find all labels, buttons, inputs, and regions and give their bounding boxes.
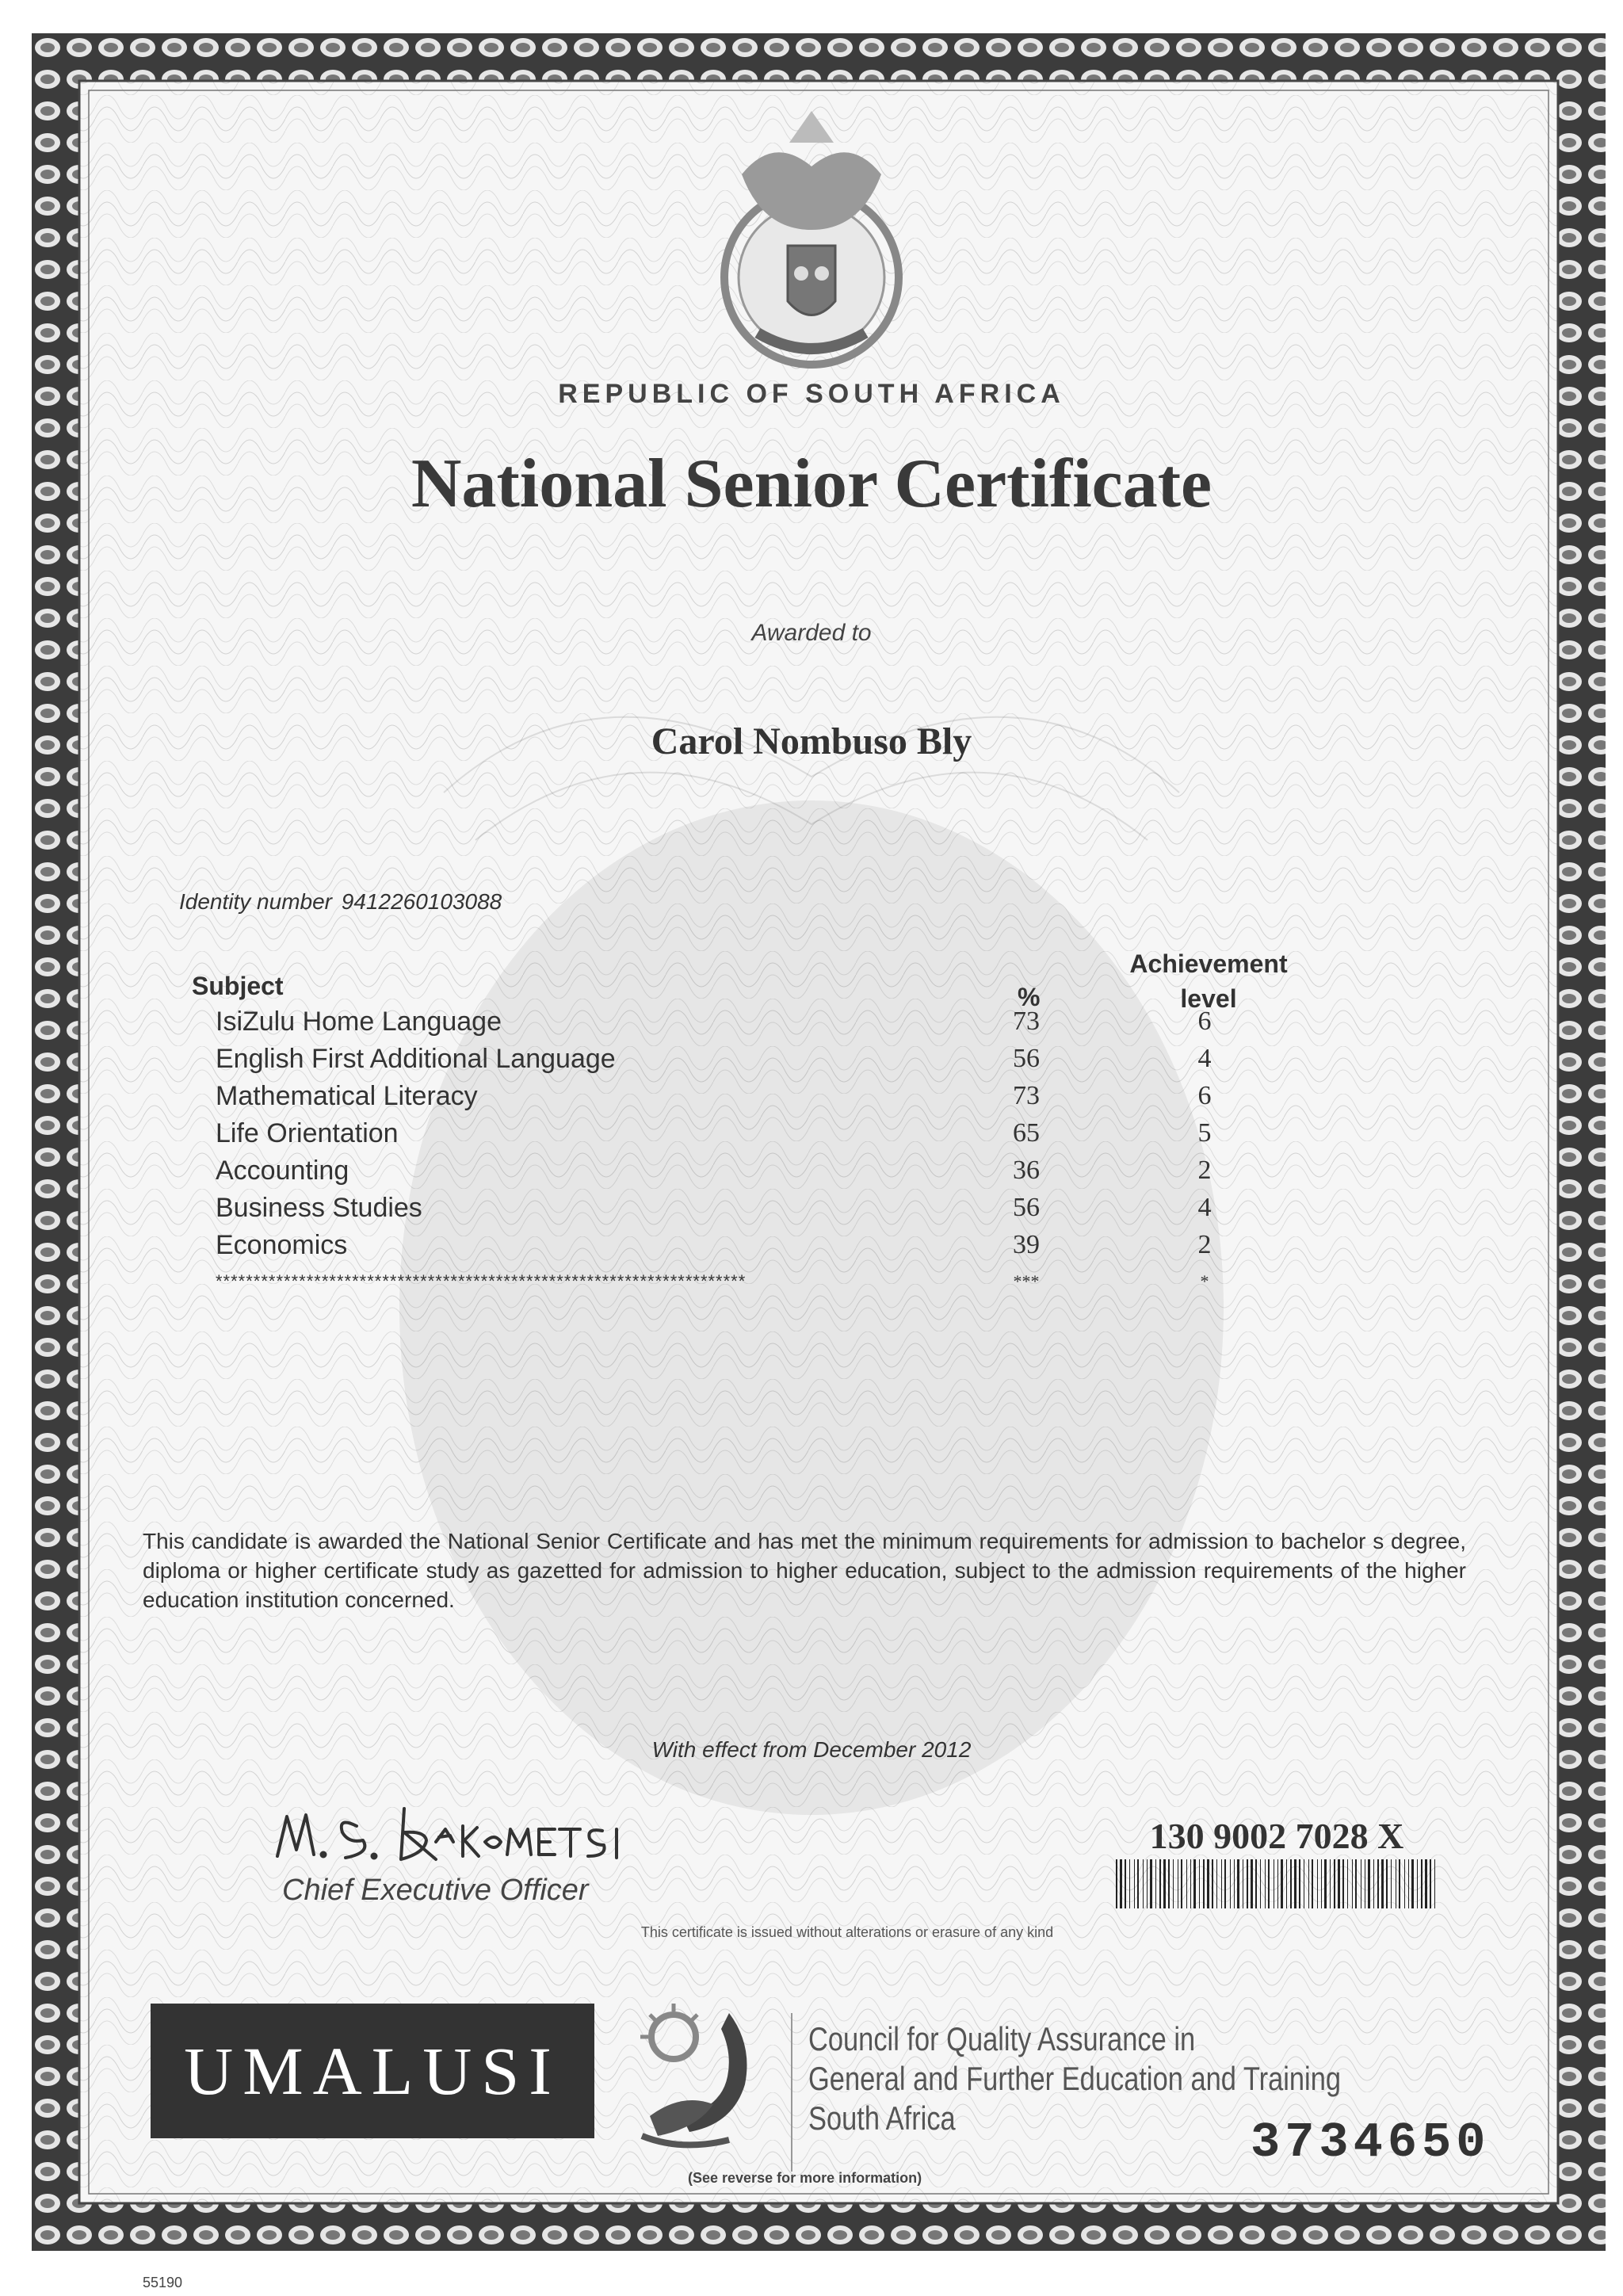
barcode-bar (1425, 1859, 1427, 1908)
barcode-bar (1355, 1859, 1357, 1908)
achievement-level-header-line2: level (1180, 984, 1237, 1013)
barcode-bar (1216, 1859, 1217, 1908)
subject-cell: Business Studies (216, 1193, 422, 1223)
barcode-bar (1247, 1859, 1248, 1908)
barcode-bar (1399, 1859, 1400, 1908)
barcode-bar (1268, 1859, 1270, 1908)
barcode-bar (1386, 1859, 1388, 1908)
barcode-bar (1334, 1859, 1335, 1908)
barcode-bar (1299, 1859, 1300, 1908)
achievement-level-column-header (1125, 946, 1292, 1016)
percent-column-header: % (1018, 983, 1041, 1011)
barcode-bar (1150, 1859, 1152, 1908)
country-name: REPUBLIC OF SOUTH AFRICA (558, 379, 1065, 409)
percent-cell: 73 (1013, 1081, 1040, 1110)
table-row (0, 1156, 1623, 1192)
serial-number: 3734650 (1251, 2115, 1491, 2171)
barcode-bar (1373, 1859, 1374, 1908)
barcode-bar (1199, 1859, 1200, 1908)
coat-of-arms-icon (710, 111, 913, 372)
barcode-bar (1190, 1859, 1191, 1908)
barcode-bar (1281, 1859, 1283, 1908)
barcode-bar (1143, 1859, 1144, 1908)
level-end-marker: * (1200, 1271, 1209, 1291)
logo-divider (791, 2013, 792, 2172)
percent-cell: 36 (1013, 1156, 1040, 1185)
subject-column-header: Subject (192, 972, 284, 1000)
barcode-bar (1381, 1859, 1384, 1908)
barcode-bar (1308, 1859, 1309, 1908)
umalusi-logo-text: UMALUSI (184, 2033, 561, 2109)
barcode-bar (1116, 1859, 1117, 1908)
level-cell: 2 (1197, 1230, 1212, 1259)
barcode-bar (1368, 1859, 1370, 1908)
percent-cell: 39 (1013, 1230, 1040, 1259)
percent-cell: 73 (1013, 1007, 1040, 1036)
barcode-bar (1260, 1859, 1261, 1908)
subject-end-marker: ********************************************************************** (216, 1271, 747, 1291)
barcode-bar (1265, 1859, 1266, 1908)
no-alterations-note: This certificate is issued without alterations or erasure of any kind (640, 1924, 1054, 1940)
barcode-bar (1155, 1859, 1156, 1908)
barcode-bar (1230, 1859, 1231, 1908)
council-line-1: Council for Quality Assurance in (808, 2020, 1196, 2057)
barcode-bar (1234, 1859, 1235, 1908)
table-row (0, 1081, 1623, 1117)
barcode-bar (1221, 1859, 1222, 1908)
barcode (1116, 1859, 1439, 1908)
umalusi-emblem-icon (634, 1997, 769, 2156)
subject-cell: Accounting (216, 1156, 349, 1186)
table-row (0, 1193, 1623, 1229)
table-row (0, 1044, 1623, 1080)
barcode-bar (1137, 1859, 1139, 1908)
barcode-bar (1207, 1859, 1209, 1908)
barcode-bar (1286, 1859, 1287, 1908)
barcode-bar (1411, 1859, 1414, 1908)
subject-cell: Economics (216, 1230, 348, 1260)
ceo-signature (269, 1793, 682, 1872)
identity-number-label: Identity number (179, 889, 332, 914)
barcode-bar (1134, 1859, 1135, 1908)
signatory-title: Chief Executive Officer (282, 1874, 589, 1907)
barcode-bar (1317, 1859, 1318, 1908)
table-end-marker-row (0, 1271, 1623, 1308)
barcode-bar (1377, 1859, 1379, 1908)
awarded-to-label: Awarded to (751, 620, 872, 646)
level-cell: 2 (1197, 1156, 1212, 1185)
table-row (0, 1118, 1623, 1155)
barcode-bar (1391, 1859, 1392, 1908)
council-line-2: General and Further Education and Training (808, 2060, 1342, 2097)
barcode-bar (1168, 1859, 1170, 1908)
barcode-bar (1421, 1859, 1423, 1908)
barcode-bar (1186, 1859, 1187, 1908)
subject-cell: English First Additional Language (216, 1044, 616, 1074)
barcode-bar (1251, 1859, 1253, 1908)
barcode-bar (1159, 1859, 1161, 1908)
barcode-bar (1173, 1859, 1174, 1908)
percent-end-marker: *** (1013, 1271, 1040, 1291)
barcode-bar (1237, 1859, 1239, 1908)
effective-date: With effect from December 2012 (651, 1737, 972, 1762)
barcode-bar (1352, 1859, 1353, 1908)
barcode-bar (1312, 1859, 1313, 1908)
barcode-bar (1147, 1859, 1148, 1908)
barcode-bar (1434, 1859, 1435, 1908)
table-row (0, 1230, 1623, 1266)
barcode-bar (1338, 1859, 1340, 1908)
barcode-bar (1342, 1859, 1344, 1908)
identity-number-line (176, 889, 502, 915)
barcode-bar (1120, 1859, 1122, 1908)
table-row (0, 1007, 1623, 1043)
barcode-bar (1193, 1859, 1196, 1908)
certificate-number: 130 9002 7028 X (1149, 1816, 1404, 1856)
barcode-bar (1347, 1859, 1348, 1908)
council-line-3: South Africa (808, 2099, 956, 2137)
level-cell: 6 (1197, 1081, 1212, 1110)
certification-statement: This candidate is awarded the National Senior Certificate and has met the minimum requirements for admission to bachelor s degree, diploma or higher certificate study as gazetted for admission to higher education, subject to the admission requirements of the higher education institution concerned. (143, 1529, 1466, 1612)
barcode-bar (1125, 1859, 1126, 1908)
barcode-bar (1224, 1859, 1226, 1908)
barcode-bar (1203, 1859, 1205, 1908)
percent-cell: 56 (1013, 1193, 1040, 1222)
percent-cell: 65 (1013, 1118, 1040, 1148)
barcode-bar (1277, 1859, 1278, 1908)
barcode-bar (1417, 1859, 1418, 1908)
barcode-bar (1430, 1859, 1431, 1908)
barcode-bar (1129, 1859, 1130, 1908)
barcode-bar (1290, 1859, 1292, 1908)
barcode-bar (1321, 1859, 1322, 1908)
barcode-bar (1181, 1859, 1182, 1908)
level-cell: 4 (1197, 1044, 1212, 1073)
subject-cell: Life Orientation (216, 1118, 399, 1148)
percent-cell: 56 (1013, 1044, 1040, 1073)
certificate-title: National Senior Certificate (411, 445, 1212, 522)
barcode-bar (1212, 1859, 1213, 1908)
barcode-bar (1404, 1859, 1405, 1908)
level-cell: 5 (1197, 1118, 1212, 1148)
barcode-bar (1163, 1859, 1166, 1908)
subject-cell: Mathematical Literacy (216, 1081, 478, 1111)
subject-cell: IsiZulu Home Language (216, 1007, 502, 1037)
barcode-bar (1408, 1859, 1409, 1908)
barcode-bar (1294, 1859, 1296, 1908)
barcode-bar (1330, 1859, 1331, 1908)
barcode-bar (1255, 1859, 1257, 1908)
reverse-note: (See reverse for more information) (688, 2170, 922, 2186)
recipient-name: Carol Nombuso Bly (651, 720, 972, 762)
level-cell: 6 (1197, 1007, 1212, 1036)
barcode-bar (1324, 1859, 1327, 1908)
identity-number-value: 9412260103088 (341, 889, 502, 914)
level-cell: 4 (1197, 1193, 1212, 1222)
form-code: 55190 (143, 2275, 183, 2290)
achievement-level-header-line1: Achievement (1129, 949, 1288, 978)
